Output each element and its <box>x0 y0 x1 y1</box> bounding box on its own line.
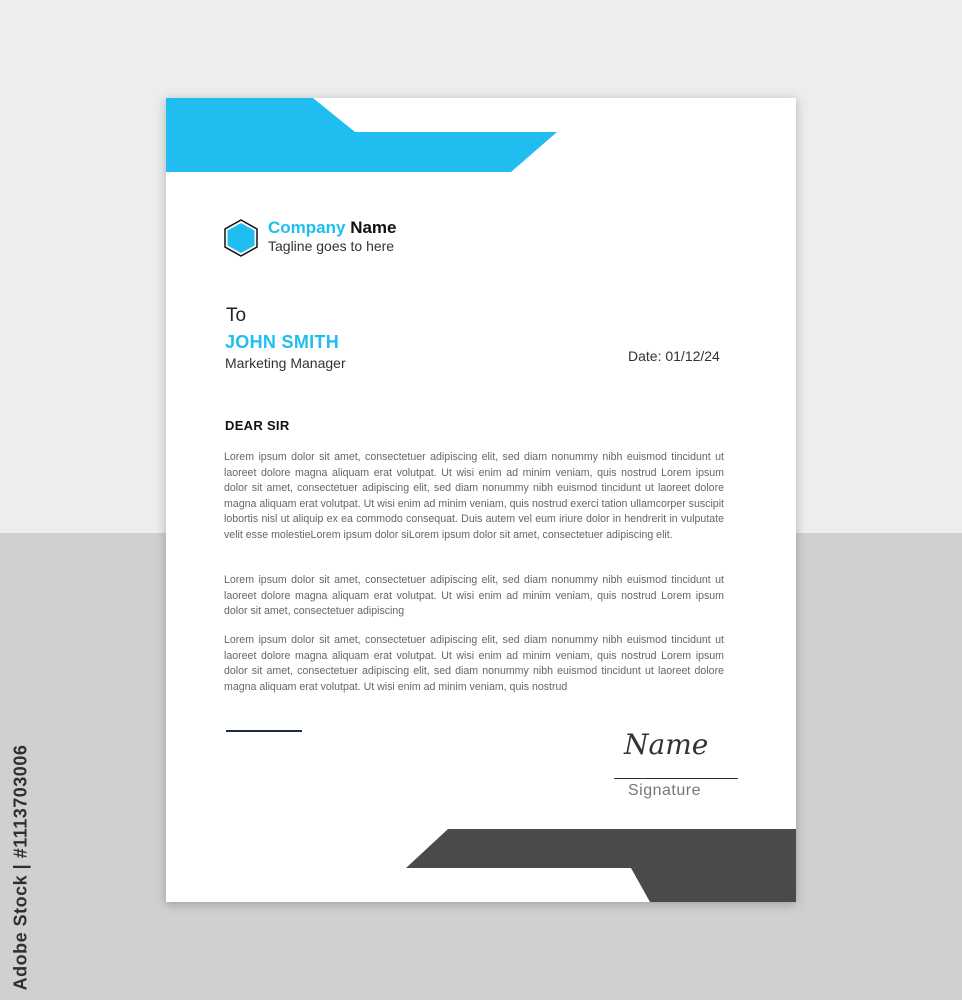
body-paragraph-3: Lorem ipsum dolor sit amet, consectetuer adipiscing elit, sed diam nonummy nibh euismod tincidunt ut laoreet dolore magna aliquam erat volutpat. Ut wisi enim ad minim veniam, quis nostrud Lorem ipsum dolor sit amet, consectetuer adipiscing elit, sed diam nonummy nibh euismod tincidunt ut laoreet dolore magna aliquam erat volutpat. Ut wisi enim ad minim veniam, quis nostrud <box>224 634 724 693</box>
signature-line <box>614 778 738 779</box>
recipient-title: Marketing Manager <box>225 355 346 371</box>
top-accent-shape <box>166 98 557 172</box>
company-name <box>268 218 397 238</box>
signature-script: Name <box>624 728 709 761</box>
body-paragraph-2: Lorem ipsum dolor sit amet, consectetuer adipiscing elit, sed diam nonummy nibh euismod tincidunt ut laoreet dolore magna aliquam erat volutpat. Ut wisi enim ad minim veniam, quis nostrud Lorem ipsum dolor sit amet, consectetuer adipiscing <box>224 574 724 618</box>
salutation: DEAR SIR <box>225 418 290 433</box>
to-label: To <box>226 305 247 326</box>
company-name-part1: Company <box>268 218 346 237</box>
stock-id-label <box>6 744 36 991</box>
company-name-part2: Name <box>350 218 397 237</box>
signature-label: Signature <box>628 782 701 799</box>
company-tagline: Tagline goes to here <box>268 238 395 254</box>
bottom-dark-shape <box>406 829 796 902</box>
stock-id-text: Adobe Stock | #1113703006 <box>10 744 31 991</box>
hexagon-logo-icon <box>224 219 258 257</box>
recipient-name: JOHN SMITH <box>225 332 340 352</box>
body-paragraph-1: Lorem ipsum dolor sit amet, consectetuer adipiscing elit, sed diam nonummy nibh euismod tincidunt ut laoreet dolore magna aliquam erat volutpat. Ut wisi enim ad minim veniam, quis nostrud Lorem ipsum dolor sit amet, consectetuer adipiscing elit, sed diam nonummy nibh euismod tincidunt ut laoreet dolore magna aliquam erat volutpat. Ut wisi enim ad minim veniam, quis nostrud exerci tation ullamcorper suscipit lobortis nisl ut aliquip ex ea commodo consequat. Duis autem vel eum iriure dolor in hendrerit in vulputate velit esse molestieLorem ipsum dolor siLorem ipsum dolor sit amet, consectetuer adipiscing elit. <box>224 451 724 541</box>
letterhead-sheet <box>166 98 796 902</box>
letter-date: Date: 01/12/24 <box>628 348 720 364</box>
closing-rule <box>226 730 302 732</box>
